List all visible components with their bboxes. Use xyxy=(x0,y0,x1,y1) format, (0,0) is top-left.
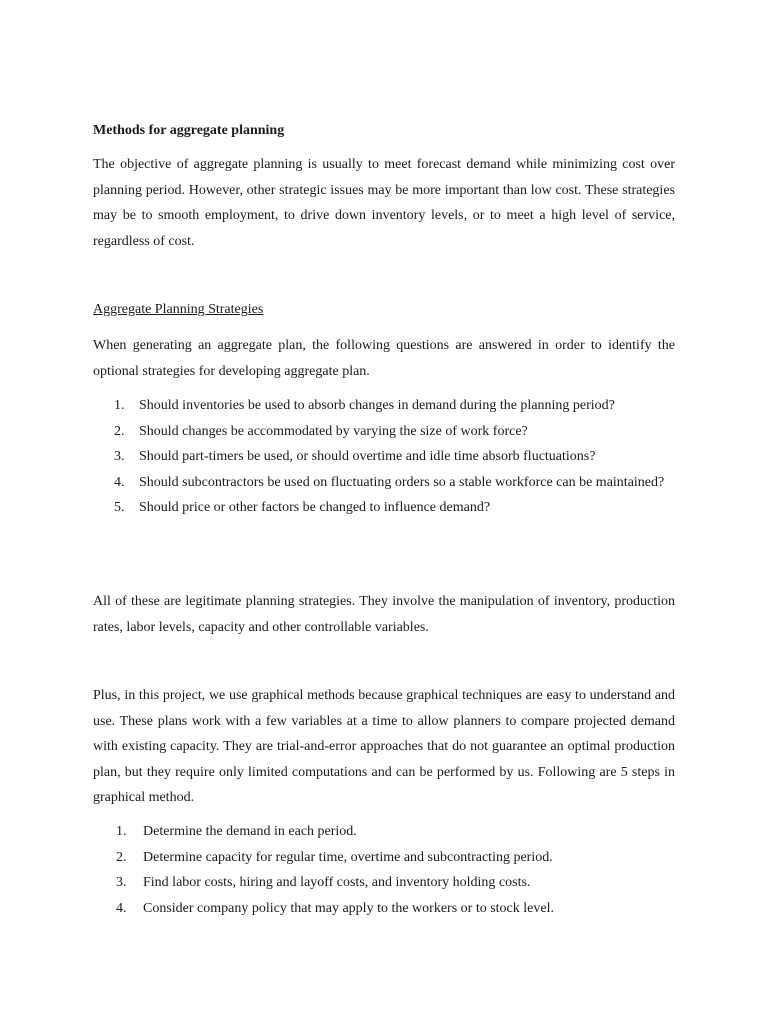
list-item xyxy=(93,819,675,845)
section-heading: Methods for aggregate planning xyxy=(93,123,285,138)
list-item-text: Determine the demand in each period. xyxy=(143,824,357,839)
list-item-text: Consider company policy that may apply to the workers or to stock level. xyxy=(143,900,554,916)
list-number: 3. xyxy=(116,875,127,890)
strategies-heading-text: Aggregate Planning Strategies xyxy=(93,302,264,317)
list-item xyxy=(93,419,675,445)
list-number: 2. xyxy=(114,423,125,439)
list-number: 1. xyxy=(116,824,127,839)
list-item-text: Should subcontractors be used on fluctuating orders so a stable workforce can be maintained? xyxy=(139,474,665,490)
list-number: 4. xyxy=(116,900,127,916)
list-item xyxy=(93,470,675,496)
graphical-method-steps-list xyxy=(93,819,675,921)
list-number: 5. xyxy=(114,500,125,515)
list-item xyxy=(93,845,675,871)
legitimate-strategies-paragraph: All of these are legitimate planning strategies. They involve the manipulation of inventory, production rates, labor levels, capacity and other controllable variables. xyxy=(93,594,675,635)
list-item-text: Should price or other factors be changed to influence demand? xyxy=(139,500,491,515)
list-number: 4. xyxy=(114,474,125,490)
strategies-intro-paragraph: When generating an aggregate plan, the following questions are answered in order to identify the optional strategies for developing aggregate plan. xyxy=(93,338,675,379)
list-item-text: Find labor costs, hiring and layoff costs, and inventory holding costs. xyxy=(143,875,531,890)
list-item-text: Determine capacity for regular time, overtime and subcontracting period. xyxy=(143,849,553,865)
list-item-text: Should changes be accommodated by varying the size of work force? xyxy=(139,423,528,439)
list-number: 3. xyxy=(114,449,125,464)
intro-paragraph: The objective of aggregate planning is usually to meet forecast demand while minimizing cost over planning period. However, other strategic issues may be more important than low cost. These strategies may be to smooth employment, to drive down inventory levels, or to meet a high level of service, regardless of cost. xyxy=(93,157,675,249)
list-item xyxy=(93,444,675,470)
list-item xyxy=(93,393,675,419)
list-number: 1. xyxy=(114,398,125,413)
list-number: 2. xyxy=(116,849,127,865)
strategies-heading xyxy=(93,297,675,323)
list-item-text: Should part-timers be used, or should overtime and idle time absorb fluctuations? xyxy=(139,449,596,464)
list-item-text: Should inventories be used to absorb changes in demand during the planning period? xyxy=(139,398,615,413)
graphical-methods-paragraph: Plus, in this project, we use graphical methods because graphical techniques are easy to understand and use. These plans work with a few variables at a time to allow planners to compare projected demand with existing capacity. They are trial-and-error approaches that do not guarantee an optimal production plan, but they require only limited computations and can be performed by us. Following are 5 steps in graphical method. xyxy=(93,688,675,805)
list-item xyxy=(93,896,675,922)
list-item xyxy=(93,870,675,896)
list-item xyxy=(93,495,675,521)
strategy-questions-list xyxy=(93,393,675,521)
